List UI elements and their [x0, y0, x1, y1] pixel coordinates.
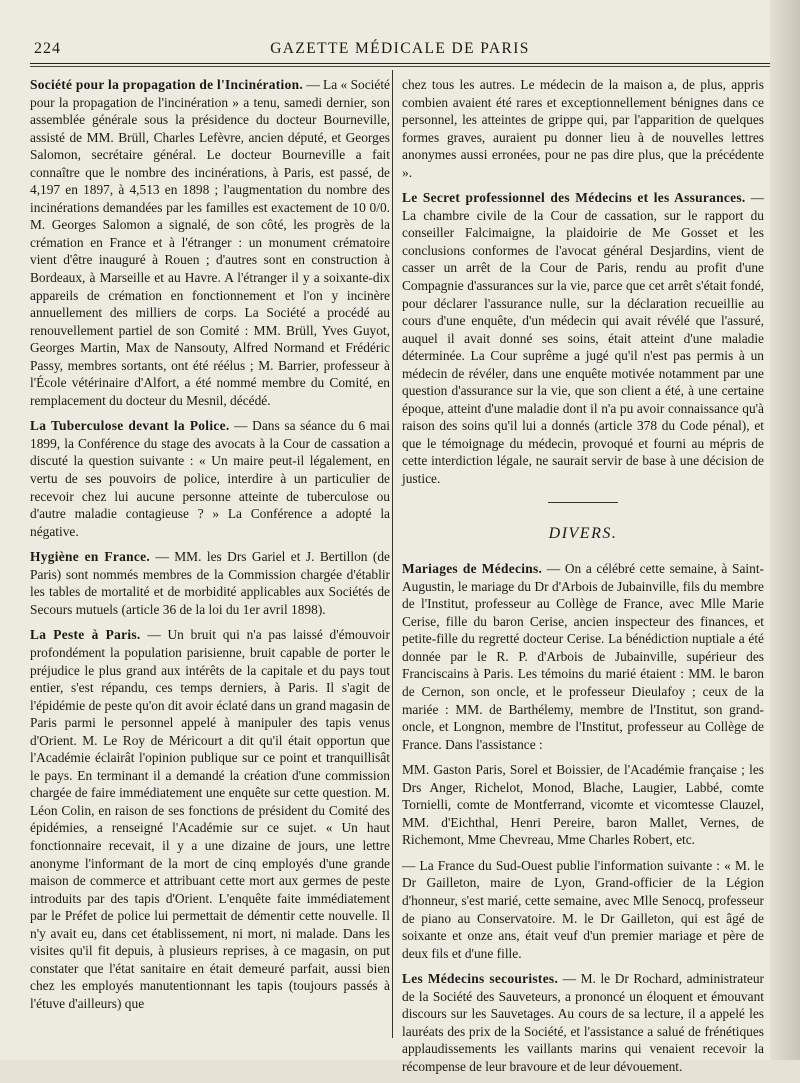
- section-title-divers: DIVERS.: [548, 524, 618, 542]
- article-paragraph: [30, 76, 390, 409]
- article-text: — M. le Dr Rochard, administrateur de la Société des Sauveteurs, a prononcé un éloquent et émouvant discours sur les Sauvetages. Au cours de sa lecture, il a appelé les lauréats des prix de la Société, et l'assistance a salué de frénétiques applaudissements les vaillants marins qui venaient recevoir la récompense de leur bravoure et de leur dévouement.: [402, 971, 765, 1074]
- article-text: — La « Société pour la propagation de l'incinération » a tenu, samedi dernier, son assemblée générale sous la présidence du docteur Bourneville, assisté de MM. Brüll, Charles Lefèvre, ancien député, et Georges Salomon, secrétaire général. Le docteur Bourneville a fait connaître que le nombre des incinérations, à Paris, est passé, de 4,197 en 1897, à 4,513 en 1898 ; l'augmentation du nombre des incinérations demandées par les familles est exactement de 10 0/0. M. Georges Salomon a signalé, de son côté, les progrès de la crémation en France et à l'étranger : un monument crématoire vient d'être inauguré à Rouen ; d'autres sont en construction à Bordeaux, à Marseille et au Havre. A l'étranger il y a soixante-dix appareils de crémation en fonctionnement et l'on y incinère annuellement des milliers de corps. La Société a procédé au renouvellement partiel de son Comité : MM. Brüll, Yves Guyot, Georges Martin, Max de Nansouty, Alfred Normand et Frédéric Passy, membres sortants, ont été réélus ; M. Barrier, professeur à l'École vétérinaire d'Alfort, a été nommé membre du Comité, en remplacement du docteur du Mesnil, décédé.: [30, 77, 390, 408]
- article-paragraph: [30, 548, 390, 618]
- article-paragraph: [402, 857, 764, 962]
- page-binding-edge: [770, 0, 800, 1060]
- right-column: [402, 76, 764, 1083]
- article-heading: Les Médecins secouristes.: [402, 971, 559, 987]
- article-heading: La Peste à Paris.: [30, 627, 141, 643]
- page-number: 224: [34, 40, 61, 57]
- journal-title: GAZETTE MÉDICALE DE PARIS: [270, 40, 530, 57]
- article-text: MM. Gaston Paris, Sorel et Boissier, de l'Académie française ; les Drs Anger, Richelot, Monod, Blache, Laugier, Labbé, comte Tornielli, comte de Montferrand, vicomte et vicomtesse Clauzel, MM. d'Eichthal, Henri Pereire, baron Mallet, Vernes, de Richemont, Mme Chevreau, Mme Charles Robert, etc.: [402, 762, 764, 848]
- article-heading: Hygiène en France.: [30, 549, 151, 565]
- article-paragraph: [30, 626, 390, 1012]
- column-divider: [392, 70, 393, 1038]
- article-heading: Société pour la propagation de l'Incinération.: [30, 77, 303, 92]
- article-heading: Mariages de Médecins.: [402, 561, 543, 577]
- article-text: chez tous les autres. Le médecin de la maison a, de plus, appris combien avaient été rares et exceptionnellement bénignes dans ce personnel, les atteintes de grippe qui, par l'apparition de quelques formes graves, auraient pu donner lieu à de nouvelles lettres anonymes aussi erronées, pour ne pas dire plus, que la précédente ».: [402, 77, 764, 180]
- article-paragraph: [402, 761, 764, 849]
- article-paragraph: [402, 76, 764, 181]
- page-header: [30, 38, 770, 62]
- right-column-top-articles: [402, 76, 764, 488]
- article-paragraph: [30, 417, 390, 540]
- article-text: — Dans sa séance du 6 mai 1899, la Conférence du stage des avocats à la Cour de cassation a discuté la question suivante : « Un maire peut-il légalement, en vertu de ses pouvoirs de police, interdire à un particulier de recevoir chez lui aucune personne atteinte de tuberculose ou d'autre maladie contagieuse ? » La Conférence a adopté la négative.: [30, 418, 390, 539]
- article-text: — On a célébré cette semaine, à Saint-Augustin, le mariage du Dr d'Arbois de Jubainville, fils du membre de l'Institut, professeur au Collège de France, avec Mlle Marie Cerise, fille du baron Cerise, ancien inspecteur des finances, et petite-fille du regretté docteur Cerise. La bénédiction nuptiale a été donnée par le R. P. d'Arbois de Jubainville, supérieur des Franciscains à Paris. Les témoins du marié étaient : MM. le baron de Cernon, son oncle, et le professeur Dieulafoy ; ceux de la mariée : MM. de Barthélemy, membre de l'Institut, son grand-oncle, et Longnon, membre de l'Institut, professeur au Collège de France. Dans l'assistance :: [402, 561, 764, 752]
- article-heading: Le Secret professionnel des Médecins et les Assurances.: [402, 190, 746, 206]
- article-text: — MM. les Drs Gariel et J. Bertillon (de Paris) sont nommés membres de la Commission chargée d'établir les tables de mortalité et de morbidité applicables aux Sociétés de Secours mutuels (article 36 de la loi du 1er avril 1898).: [30, 549, 390, 617]
- right-column-bottom-articles: [402, 560, 764, 1075]
- article-heading: La Tuberculose devant la Police.: [30, 418, 230, 434]
- left-column: [30, 76, 390, 1020]
- article-text: — La chambre civile de la Cour de cassation, sur le rapport du conseiller Falcimaigne, la plaidoirie de Me Gosset et les conclusions conformes de l'avocat général Desjardins, vient de casser un arrêt de la Cour de Paris, rendu au profit d'une Compagnie d'assurances sur la vie, parce que cet arrêt s'était fondé, pour déclarer l'assurance nulle, sur la déclaration recueillie au cours d'une enquête, d'un médecin qui avait révélé que l'assuré, auquel il avait donné ses soins, était atteint d'une maladie déterminée. La Cour suprême a jugé qu'il n'est pas permis à un médecin de révéler, dans une enquête motivée notamment par une question d'assurance sur la vie, que son client a été, à une certaine époque, atteint d'une maladie dont il n'a pu avoir connaissance qu'à raison des soins qu'il lui a donnés (article 378 du Code pénal), et que le témoignage du médecin, provoqué et fourni au mépris de cette interdiction légale, ne saurait servir de base à une décision de justice.: [402, 190, 764, 487]
- article-paragraph: [402, 189, 764, 487]
- section-divider-rule: [548, 502, 618, 503]
- header-rule-thin: [30, 66, 770, 67]
- header-rule: [30, 63, 770, 64]
- article-text: — Un bruit qui n'a pas laissé d'émouvoir profondément la population parisienne, bruit capable de porter le préjudice le plus grand aux intérêts de la capitale et du pays tout entier, s'est répandu, ces temps derniers, à Paris. Il s'agit de l'épidémie de peste qu'on dit avoir éclaté dans un grand magasin de Paris parmi le personnel appelé à manipuler des tapis venus d'Orient. M. Le Roy de Méricourt a dit qu'il était opportun que l'Académie éclairât l'opinion publique sur ce point et tranquillisât le pays. En terminant il a demandé la création d'une commission chargée de faire immédiatement une enquête sur cette question. M. Léon Colin, en raison de ses fonctions de président du Comité des épidémies, a renseigné l'Académie sur ce sujet. « Un haut fonctionnaire recevait, il y a une dizaine de jours, une lettre anonyme l'informant de la mort de cinq employés d'une grande maison de commerce et attribuant cette mort aux germes de peste introduits par des tapis d'Orient. L'enquête faite immédiatement par le Préfet de police lui permettait de démentir cette nouvelle. Il n'y avait eu, dans cet établissement, ni mort, ni malade. Dans les visites qu'il fit depuis, à plusieurs reprises, à ce magasin, on put constater que l'état sanitaire en était demeuré parfait, aussi bien chez les employés manutentionnant les tapis (toujours passés à l'étuve d'ailleurs) que: [30, 627, 390, 1011]
- article-paragraph: [402, 560, 764, 753]
- article-text: — La France du Sud-Ouest publie l'information suivante : « M. le Dr Gailleton, maire de Lyon, Grand-officier de la Légion d'honneur, s'est marié, cette semaine, avec Mlle Senocq, professeur de piano au Conservatoire. M. le Dr Gailleton, qui est âgé de soixante et onze ans, était veuf d'un premier mariage et père de deux fils et d'une fille.: [402, 857, 764, 961]
